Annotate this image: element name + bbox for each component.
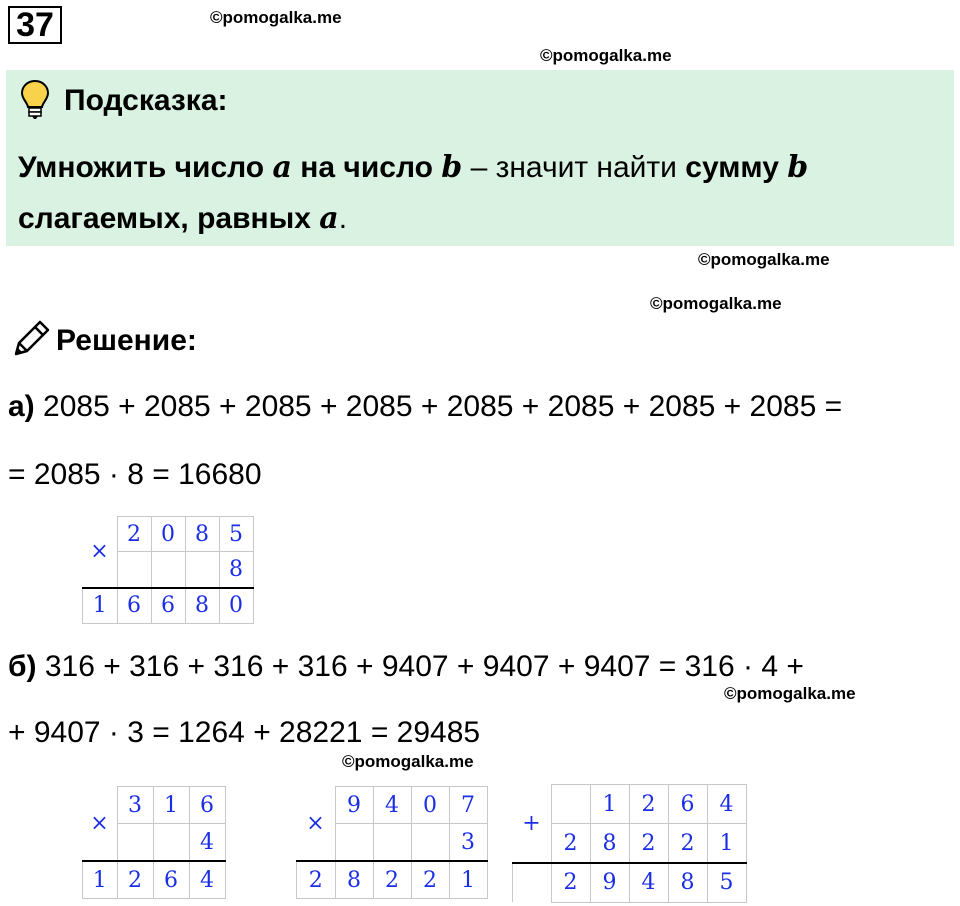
digit: 5 <box>707 863 746 902</box>
digit: 0 <box>219 588 253 624</box>
var-a: a <box>319 201 339 236</box>
multiply-sign: × <box>90 810 109 836</box>
digit <box>117 824 153 862</box>
digit <box>151 552 185 588</box>
calc-b-9407 <box>296 786 488 899</box>
digit: 2 <box>629 824 668 864</box>
digit: 4 <box>629 863 668 902</box>
empty-cell <box>513 863 552 902</box>
digit: 2 <box>117 861 153 899</box>
digit: 9 <box>335 787 373 824</box>
calc-b-sum <box>512 784 747 903</box>
digit: 9 <box>590 863 629 902</box>
digit: 2 <box>629 785 668 824</box>
digit <box>551 785 590 824</box>
hint-text: Умножить число <box>18 151 273 184</box>
digit: 6 <box>189 787 225 824</box>
watermark: ©pomogalka.me <box>724 684 856 703</box>
digit: 6 <box>153 861 189 899</box>
calc-b-316 <box>82 786 226 899</box>
digit: 6 <box>668 785 707 824</box>
digit: 2 <box>373 861 411 899</box>
digit: 5 <box>219 517 253 552</box>
digit <box>411 824 449 862</box>
hint-line-1 <box>18 150 808 186</box>
hint-text: . <box>338 202 348 235</box>
hint-text: слагаемых, равных <box>18 202 320 235</box>
plus-sign: + <box>522 810 541 836</box>
var-a: a <box>272 150 292 185</box>
digit: 4 <box>373 787 411 824</box>
digit: 8 <box>668 863 707 902</box>
digit: 8 <box>590 824 629 864</box>
digit: 2 <box>411 861 449 899</box>
digit: 4 <box>189 861 225 899</box>
digit: 1 <box>449 861 487 899</box>
solution-title: Решение: <box>56 324 197 357</box>
watermark: ©pomogalka.me <box>650 294 782 313</box>
solution-a-line-2: = 2085 · 8 = 16680 <box>8 458 262 491</box>
digit: 8 <box>185 588 219 624</box>
digit: 1 <box>707 824 746 864</box>
watermark: ©pomogalka.me <box>698 250 830 269</box>
hint-title: Подсказка: <box>64 84 228 117</box>
digit: 1 <box>83 588 118 624</box>
digit: 3 <box>449 824 487 862</box>
var-b: b <box>787 150 809 185</box>
solution-b-line-1 <box>8 650 804 684</box>
expression: 316 + 316 + 316 + 316 + 9407 + 9407 + 9407 = 316 · 4 + <box>36 650 804 683</box>
digit: 1 <box>83 861 118 899</box>
solution-b-line-2: + 9407 · 3 = 1264 + 28221 = 29485 <box>8 716 481 749</box>
task-number: 37 <box>8 6 62 44</box>
hint-line-2 <box>18 201 347 237</box>
digit: 8 <box>185 517 219 552</box>
digit <box>117 552 151 588</box>
digit <box>373 824 411 862</box>
multiply-sign: × <box>306 810 325 836</box>
digit: 2 <box>297 861 336 899</box>
digit: 4 <box>707 785 746 824</box>
watermark: ©pomogalka.me <box>540 46 672 65</box>
hint-text: – значит найти <box>462 151 686 184</box>
digit: 6 <box>117 588 151 624</box>
digit: 8 <box>219 552 253 588</box>
digit: 8 <box>335 861 373 899</box>
digit: 3 <box>117 787 153 824</box>
digit <box>185 552 219 588</box>
multiply-sign: × <box>90 539 109 564</box>
calc-a <box>82 516 254 624</box>
digit: 4 <box>189 824 225 862</box>
digit: 0 <box>151 517 185 552</box>
var-b: b <box>441 150 463 185</box>
digit: 2 <box>551 824 590 864</box>
digit: 2 <box>668 824 707 864</box>
part-a-label: а) <box>8 390 35 423</box>
part-b-label: б) <box>8 650 37 683</box>
digit <box>335 824 373 862</box>
digit: 0 <box>411 787 449 824</box>
digit: 6 <box>151 588 185 624</box>
digit: 1 <box>590 785 629 824</box>
watermark: ©pomogalka.me <box>210 8 342 27</box>
lightbulb-icon <box>18 78 52 120</box>
hint-text: сумму <box>685 151 788 184</box>
watermark: ©pomogalka.me <box>342 752 474 771</box>
hint-text: на число <box>291 151 442 184</box>
pencil-icon <box>10 318 52 360</box>
expression: 2085 + 2085 + 2085 + 2085 + 2085 + 2085 + 2085 + 2085 = <box>34 390 843 423</box>
digit <box>153 824 189 862</box>
digit: 7 <box>449 787 487 824</box>
digit: 2 <box>117 517 151 552</box>
digit: 1 <box>153 787 189 824</box>
digit: 2 <box>551 863 590 902</box>
solution-a-line-1 <box>8 390 842 424</box>
